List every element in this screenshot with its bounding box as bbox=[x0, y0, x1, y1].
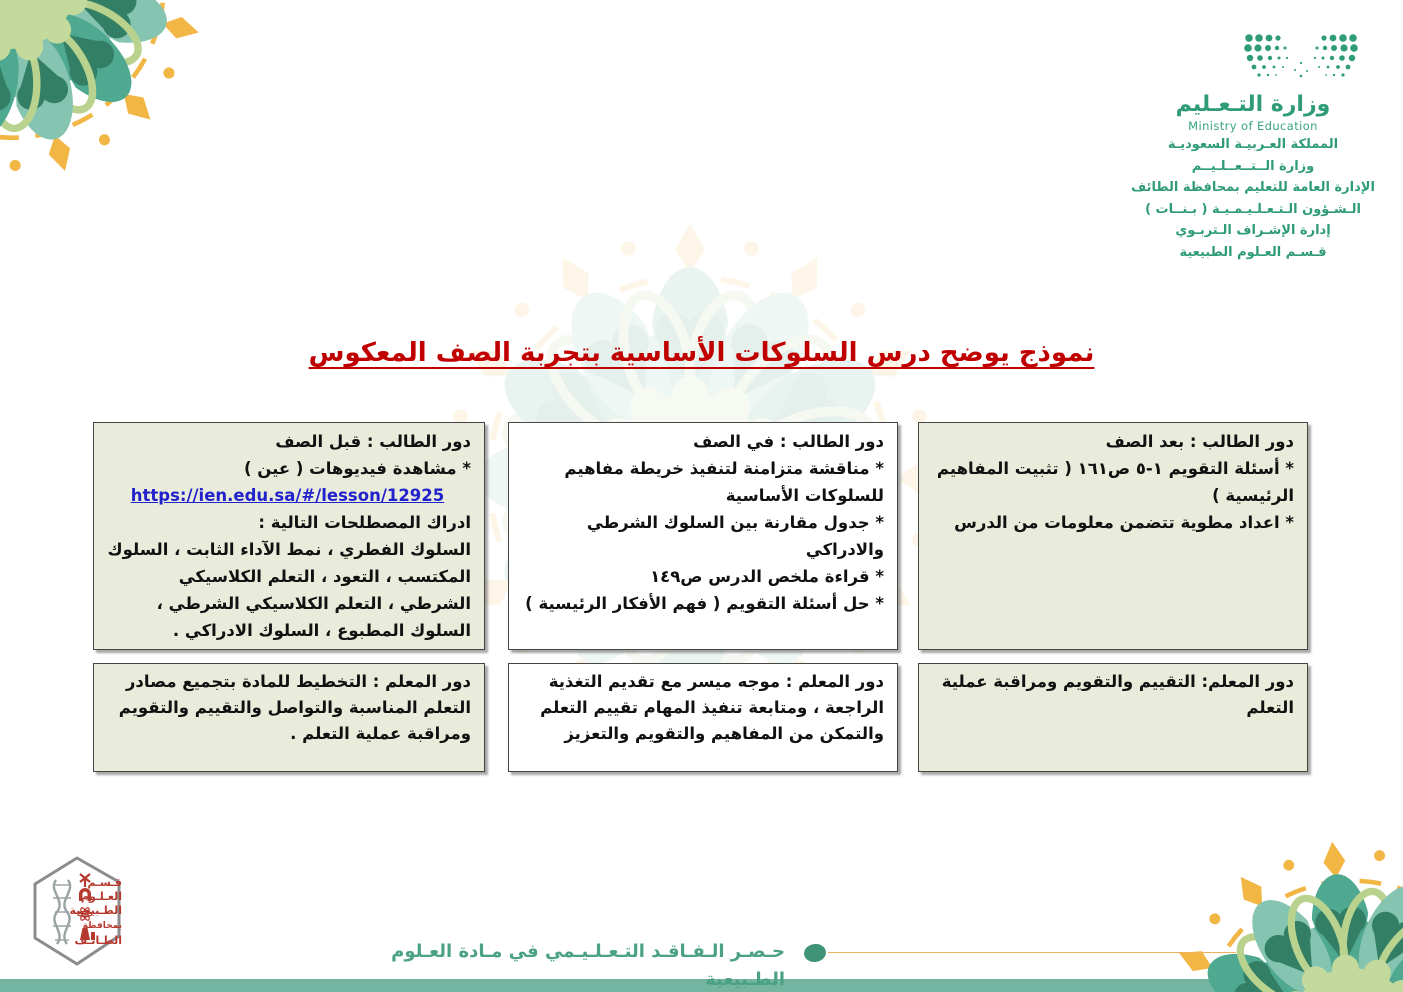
card-student-during-class bbox=[508, 422, 898, 650]
card-terms-intro: ادراك المصطلحات التالية : bbox=[258, 513, 471, 532]
card-terms-list: السلوك الفطري ، نمط الآداء الثابت ، السلوك المكتسب ، التعود ، التعلم الكلاسيكي الشرطي ، التعلم الكلاسيكي الشرطي ، السلوك المطبوع ، السلوك الادراكي . bbox=[107, 540, 471, 640]
card-bullet: * اعداد مطوية تتضمن معلومات من الدرس bbox=[954, 513, 1294, 532]
ministry-logo-subtitle: Ministry of Education bbox=[1188, 119, 1318, 133]
card-bullet: * مشاهدة فيديوهات ( عين ) bbox=[243, 459, 471, 478]
lesson-link[interactable]: https://ien.edu.sa/#/lesson/12925 bbox=[130, 486, 445, 505]
svg-text:بمحافظة: بمحافظة bbox=[82, 921, 122, 931]
footer-bullet-dot-icon bbox=[803, 943, 827, 964]
ministry-line-country: المملكة العـربيـة السعوديـة bbox=[1167, 137, 1339, 152]
dna-icon bbox=[53, 880, 71, 944]
card-text: دور المعلم: التقييم والتقويم ومراقبة عملية التعلم bbox=[941, 672, 1294, 717]
ministry-line-administration: الإدارة العامة للتعليم بمحافظة الطائف bbox=[1131, 180, 1375, 195]
card-bullet: * أسئلة التقويم ١-٥ ص١٦١ ( تثبيت المفاهيم الرئيسية ) bbox=[936, 459, 1294, 505]
card-teacher-guidance bbox=[508, 663, 898, 772]
page-title: نموذج يوضح درس السلوكات الأساسية بتجربة الصف المعكوس bbox=[308, 338, 1095, 368]
flower-decoration-top-left-icon bbox=[0, 0, 245, 219]
card-bullet: * جدول مقارنة بين السلوك الشرطي والادراكي bbox=[586, 513, 884, 559]
ministry-line-affairs: الـشـؤون الـتـعـلـيـمـيـة ( بـنــات ) bbox=[1145, 201, 1361, 217]
svg-text:الطـائـف: الطـائـف bbox=[74, 934, 122, 947]
ministry-line-ministry: وزارة الــتــعــلـيــم bbox=[1191, 158, 1315, 174]
svg-text:قـسـم: قـسـم bbox=[87, 876, 122, 889]
card-bullet: * مناقشة متزامنة لتنفيذ خريطة مفاهيم للسلوكات الأساسية bbox=[564, 459, 884, 505]
svg-text:العـلـوم: العـلـوم bbox=[80, 890, 122, 903]
card-title: دور الطالب : قبل الصف bbox=[275, 432, 471, 451]
ministry-line-supervision: إدارة الإشـراف الـتربـوي bbox=[1175, 223, 1331, 238]
card-teacher-assessment bbox=[918, 663, 1308, 772]
footer-accent-line bbox=[828, 952, 1236, 953]
footer-caption: حـصـر الـفـاقـد التـعـلـيـمي في مـادة العـلوم الطـبيعية bbox=[391, 941, 785, 990]
card-student-after-class bbox=[918, 422, 1308, 650]
svg-text:الطـبيعـية: الطـبيعـية bbox=[69, 904, 122, 917]
card-teacher-planning bbox=[93, 663, 485, 772]
natural-sciences-dept-logo bbox=[22, 852, 132, 974]
ministry-header-block bbox=[1128, 92, 1378, 263]
dept-logo-text bbox=[70, 876, 123, 947]
ministry-of-education-logo-icon bbox=[1243, 30, 1359, 92]
ministry-line-department: قـسـم العـلوم الطبيعية bbox=[1179, 244, 1327, 260]
card-student-before-class bbox=[93, 422, 485, 650]
card-text: دور المعلم : موجه ميسر مع تقديم التغذية الراجعة ، ومتابعة تنفيذ المهام تقييم التعلم والتمكن من المفاهيم والتقويم والتعزيز bbox=[540, 672, 884, 743]
card-title: دور الطالب : بعد الصف bbox=[1105, 432, 1294, 451]
card-text: دور المعلم : التخطيط للمادة بتجميع مصادر التعلم المناسبة والتواصل والتقييم والتقويم ومراقبة عملية التعلم . bbox=[118, 672, 471, 743]
flower-decoration-bottom-right-icon bbox=[1144, 822, 1403, 992]
card-bullet: * حل أسئلة التقويم ( فهم الأفكار الرئيسية ) bbox=[525, 594, 884, 613]
card-title: دور الطالب : في الصف bbox=[693, 432, 884, 451]
ministry-logo-wordmark: وزارة التـعـليم bbox=[1175, 92, 1331, 117]
card-bullet: * قراءة ملخص الدرس ص١٤٩ bbox=[650, 567, 884, 586]
